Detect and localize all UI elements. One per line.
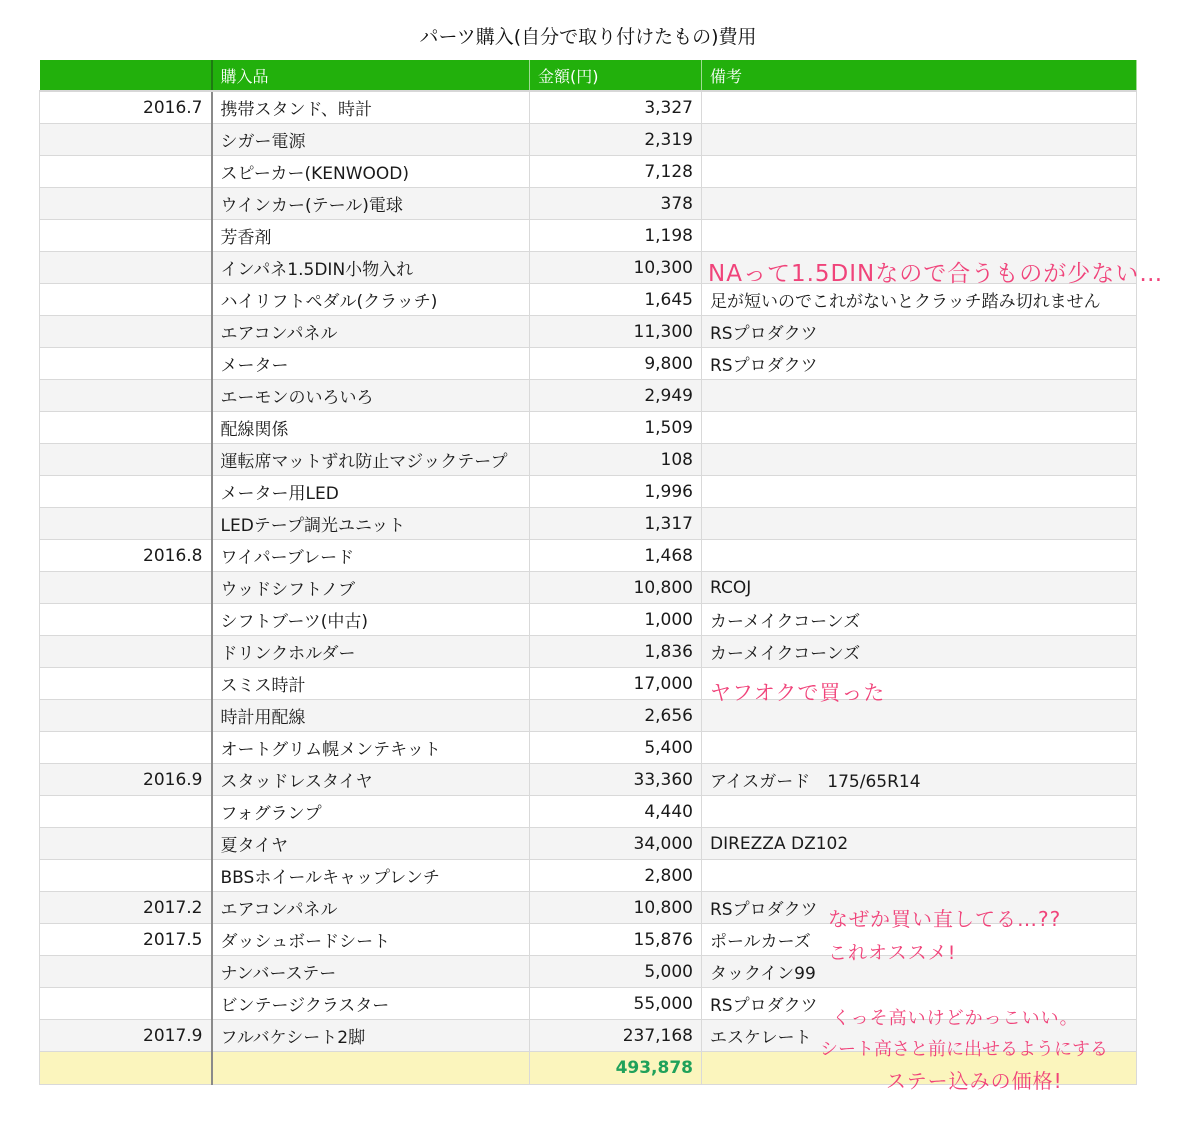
total-amount[interactable]: 493,878 xyxy=(530,1052,702,1085)
date-cell[interactable] xyxy=(40,220,212,252)
item-cell[interactable]: シガー電源 xyxy=(212,124,530,156)
note-cell[interactable] xyxy=(702,188,1137,220)
date-cell[interactable] xyxy=(40,860,212,892)
note-cell[interactable]: タックイン99 xyxy=(702,956,1137,988)
date-cell[interactable] xyxy=(40,700,212,732)
handwritten-note-seat-2: ステー込みの価格! xyxy=(886,1069,1063,1093)
table-row xyxy=(40,796,1137,828)
amount-cell[interactable]: 237,168 xyxy=(530,1020,702,1052)
date-cell[interactable] xyxy=(40,476,212,508)
date-cell[interactable] xyxy=(40,124,212,156)
table-row xyxy=(40,828,1137,860)
date-cell[interactable] xyxy=(40,380,212,412)
date-cell[interactable]: 2017.2 xyxy=(40,892,212,924)
note-cell[interactable]: 足が短いのでこれがないとクラッチ踏み切れません xyxy=(702,284,1137,316)
amount-cell[interactable]: 34,000 xyxy=(530,828,702,860)
table-row xyxy=(40,348,1137,380)
header-item[interactable]: 購入品 xyxy=(212,60,530,91)
item-cell[interactable]: エアコンパネル xyxy=(212,892,530,924)
item-cell[interactable]: オートグリム幌メンテキット xyxy=(212,732,530,764)
table-row xyxy=(40,636,1137,668)
table-row xyxy=(40,156,1137,188)
handwritten-note-dash: これオススメ! xyxy=(828,942,957,964)
table-row xyxy=(40,764,1137,796)
handwritten-note-aircon: なぜか買い直してる…?? xyxy=(828,907,1062,931)
note-cell[interactable] xyxy=(702,796,1137,828)
note-cell[interactable] xyxy=(702,124,1137,156)
item-cell[interactable]: 携帯スタンド、時計 xyxy=(212,91,530,124)
item-cell[interactable]: スタッドレスタイヤ xyxy=(212,764,530,796)
date-cell[interactable]: 2016.9 xyxy=(40,764,212,796)
table-row xyxy=(40,956,1137,988)
amount-cell[interactable]: 1,645 xyxy=(530,284,702,316)
amount-cell[interactable]: 7,128 xyxy=(530,156,702,188)
date-cell[interactable] xyxy=(40,988,212,1020)
date-cell[interactable] xyxy=(40,572,212,604)
amount-cell[interactable]: 33,360 xyxy=(530,764,702,796)
date-cell[interactable]: 2016.7 xyxy=(40,91,212,124)
item-cell[interactable]: ダッシュボードシート xyxy=(212,924,530,956)
amount-cell[interactable]: 55,000 xyxy=(530,988,702,1020)
amount-cell[interactable]: 1,509 xyxy=(530,412,702,444)
table-row xyxy=(40,220,1137,252)
header-note[interactable]: 備考 xyxy=(702,60,1137,91)
note-cell[interactable]: アイスガード 175/65R14 xyxy=(702,764,1137,796)
table-row xyxy=(40,540,1137,572)
item-cell[interactable]: ワイパーブレード xyxy=(212,540,530,572)
item-cell[interactable]: シフトブーツ(中古) xyxy=(212,604,530,636)
table-row xyxy=(40,860,1137,892)
table-row xyxy=(40,700,1137,732)
table-row xyxy=(40,572,1137,604)
item-cell[interactable]: 運転席マットずれ防止マジックテープ xyxy=(212,444,530,476)
item-cell[interactable]: 芳香剤 xyxy=(212,220,530,252)
date-cell[interactable] xyxy=(40,604,212,636)
item-cell[interactable]: ビンテージクラスター xyxy=(212,988,530,1020)
date-cell[interactable] xyxy=(40,252,212,284)
date-cell[interactable] xyxy=(40,412,212,444)
note-cell[interactable] xyxy=(702,412,1137,444)
item-cell[interactable]: エアコンパネル xyxy=(212,316,530,348)
date-cell[interactable] xyxy=(40,828,212,860)
item-cell[interactable]: ドリンクホルダー xyxy=(212,636,530,668)
amount-cell[interactable]: 2,800 xyxy=(530,860,702,892)
item-cell[interactable]: エーモンのいろいろ xyxy=(212,380,530,412)
date-cell[interactable] xyxy=(40,956,212,988)
amount-cell[interactable]: 5,000 xyxy=(530,956,702,988)
date-cell[interactable]: 2016.8 xyxy=(40,540,212,572)
amount-cell[interactable]: 2,319 xyxy=(530,124,702,156)
item-cell[interactable]: インパネ1.5DIN小物入れ xyxy=(212,252,530,284)
item-cell[interactable]: BBSホイールキャップレンチ xyxy=(212,860,530,892)
amount-cell[interactable]: 4,440 xyxy=(530,796,702,828)
item-cell[interactable]: フォグランプ xyxy=(212,796,530,828)
header-row xyxy=(40,60,1137,91)
table-row xyxy=(40,412,1137,444)
date-cell[interactable] xyxy=(40,508,212,540)
note-cell[interactable]: エスケレート xyxy=(702,1020,1137,1052)
item-cell[interactable]: スミス時計 xyxy=(212,668,530,700)
table-row xyxy=(40,284,1137,316)
date-cell[interactable] xyxy=(40,316,212,348)
date-cell[interactable] xyxy=(40,188,212,220)
note-cell[interactable]: カーメイクコーンズ xyxy=(702,604,1137,636)
header-date[interactable] xyxy=(40,60,212,91)
amount-cell[interactable]: 378 xyxy=(530,188,702,220)
table-row xyxy=(40,188,1137,220)
amount-cell[interactable]: 1,468 xyxy=(530,540,702,572)
total-item-cell[interactable] xyxy=(212,1052,530,1085)
amount-cell[interactable]: 10,300 xyxy=(530,252,702,284)
date-cell[interactable] xyxy=(40,284,212,316)
table-row xyxy=(40,476,1137,508)
item-cell[interactable]: ナンバーステー xyxy=(212,956,530,988)
date-cell[interactable] xyxy=(40,796,212,828)
note-cell[interactable] xyxy=(702,380,1137,412)
handwritten-note-smith: ヤフオクで買った xyxy=(710,681,886,705)
table-row xyxy=(40,508,1137,540)
note-cell[interactable]: RSプロダクツ xyxy=(702,316,1137,348)
note-cell[interactable] xyxy=(702,91,1137,124)
note-cell[interactable]: DIREZZA DZ102 xyxy=(702,828,1137,860)
note-cell[interactable]: カーメイクコーンズ xyxy=(702,636,1137,668)
amount-cell[interactable]: 1,198 xyxy=(530,220,702,252)
amount-cell[interactable]: 17,000 xyxy=(530,668,702,700)
note-cell[interactable] xyxy=(702,156,1137,188)
note-cell[interactable]: ポールカーズ xyxy=(702,924,1137,956)
handwritten-note-seat-1: シート高さと前に出せるようにする xyxy=(820,1039,1108,1060)
handwritten-note-cluster: くっそ高いけどかっこいい。 xyxy=(832,1008,1079,1029)
amount-cell[interactable]: 9,800 xyxy=(530,348,702,380)
date-cell[interactable] xyxy=(40,636,212,668)
item-cell[interactable]: ウッドシフトノブ xyxy=(212,572,530,604)
date-cell[interactable]: 2017.9 xyxy=(40,1020,212,1052)
item-cell[interactable]: LEDテープ調光ユニット xyxy=(212,508,530,540)
date-cell[interactable] xyxy=(40,348,212,380)
amount-cell[interactable]: 108 xyxy=(530,444,702,476)
item-cell[interactable]: スピーカー(KENWOOD) xyxy=(212,156,530,188)
page-title: パーツ購入(自分で取り付けたもの)費用 xyxy=(419,26,757,48)
amount-cell[interactable]: 1,996 xyxy=(530,476,702,508)
item-cell[interactable]: フルバケシート2脚 xyxy=(212,1020,530,1052)
item-cell[interactable]: メーター用LED xyxy=(212,476,530,508)
item-cell[interactable]: メーター xyxy=(212,348,530,380)
item-cell[interactable]: 時計用配線 xyxy=(212,700,530,732)
date-cell[interactable] xyxy=(40,444,212,476)
handwritten-note-pane: NAって1.5DINなので合うものが少ない… xyxy=(708,261,1164,287)
amount-cell[interactable]: 1,836 xyxy=(530,636,702,668)
note-cell[interactable] xyxy=(702,540,1137,572)
item-cell[interactable]: ウインカー(テール)電球 xyxy=(212,188,530,220)
amount-cell[interactable]: 15,876 xyxy=(530,924,702,956)
date-cell[interactable] xyxy=(40,668,212,700)
date-cell[interactable]: 2017.5 xyxy=(40,924,212,956)
date-cell[interactable] xyxy=(40,732,212,764)
item-cell[interactable]: 配線関係 xyxy=(212,412,530,444)
date-cell[interactable] xyxy=(40,156,212,188)
item-cell[interactable]: 夏タイヤ xyxy=(212,828,530,860)
table-row xyxy=(40,316,1137,348)
table-row xyxy=(40,732,1137,764)
note-cell[interactable]: RSプロダクツ xyxy=(702,892,1137,924)
amount-cell[interactable]: 3,327 xyxy=(530,91,702,124)
note-cell[interactable]: RSプロダクツ xyxy=(702,348,1137,380)
table-row xyxy=(40,91,1137,124)
note-cell[interactable] xyxy=(702,444,1137,476)
table-row xyxy=(40,124,1137,156)
amount-cell[interactable]: 10,800 xyxy=(530,572,702,604)
amount-cell[interactable]: 10,800 xyxy=(530,892,702,924)
amount-cell[interactable]: 11,300 xyxy=(530,316,702,348)
note-cell[interactable]: RCOJ xyxy=(702,572,1137,604)
total-date-cell[interactable] xyxy=(40,1052,212,1085)
amount-cell[interactable]: 1,000 xyxy=(530,604,702,636)
header-amount[interactable]: 金額(円) xyxy=(530,60,702,91)
amount-cell[interactable]: 1,317 xyxy=(530,508,702,540)
note-cell[interactable] xyxy=(702,860,1137,892)
table-row xyxy=(40,444,1137,476)
table-row xyxy=(40,380,1137,412)
item-cell[interactable]: ハイリフトペダル(クラッチ) xyxy=(212,284,530,316)
table-row xyxy=(40,604,1137,636)
table-row xyxy=(40,668,1137,700)
note-cell[interactable]: RSプロダクツ xyxy=(702,988,1137,1020)
amount-cell[interactable]: 2,656 xyxy=(530,700,702,732)
note-cell[interactable] xyxy=(702,732,1137,764)
amount-cell[interactable]: 5,400 xyxy=(530,732,702,764)
note-cell[interactable] xyxy=(702,508,1137,540)
note-cell[interactable] xyxy=(702,476,1137,508)
amount-cell[interactable]: 2,949 xyxy=(530,380,702,412)
note-cell[interactable] xyxy=(702,220,1137,252)
